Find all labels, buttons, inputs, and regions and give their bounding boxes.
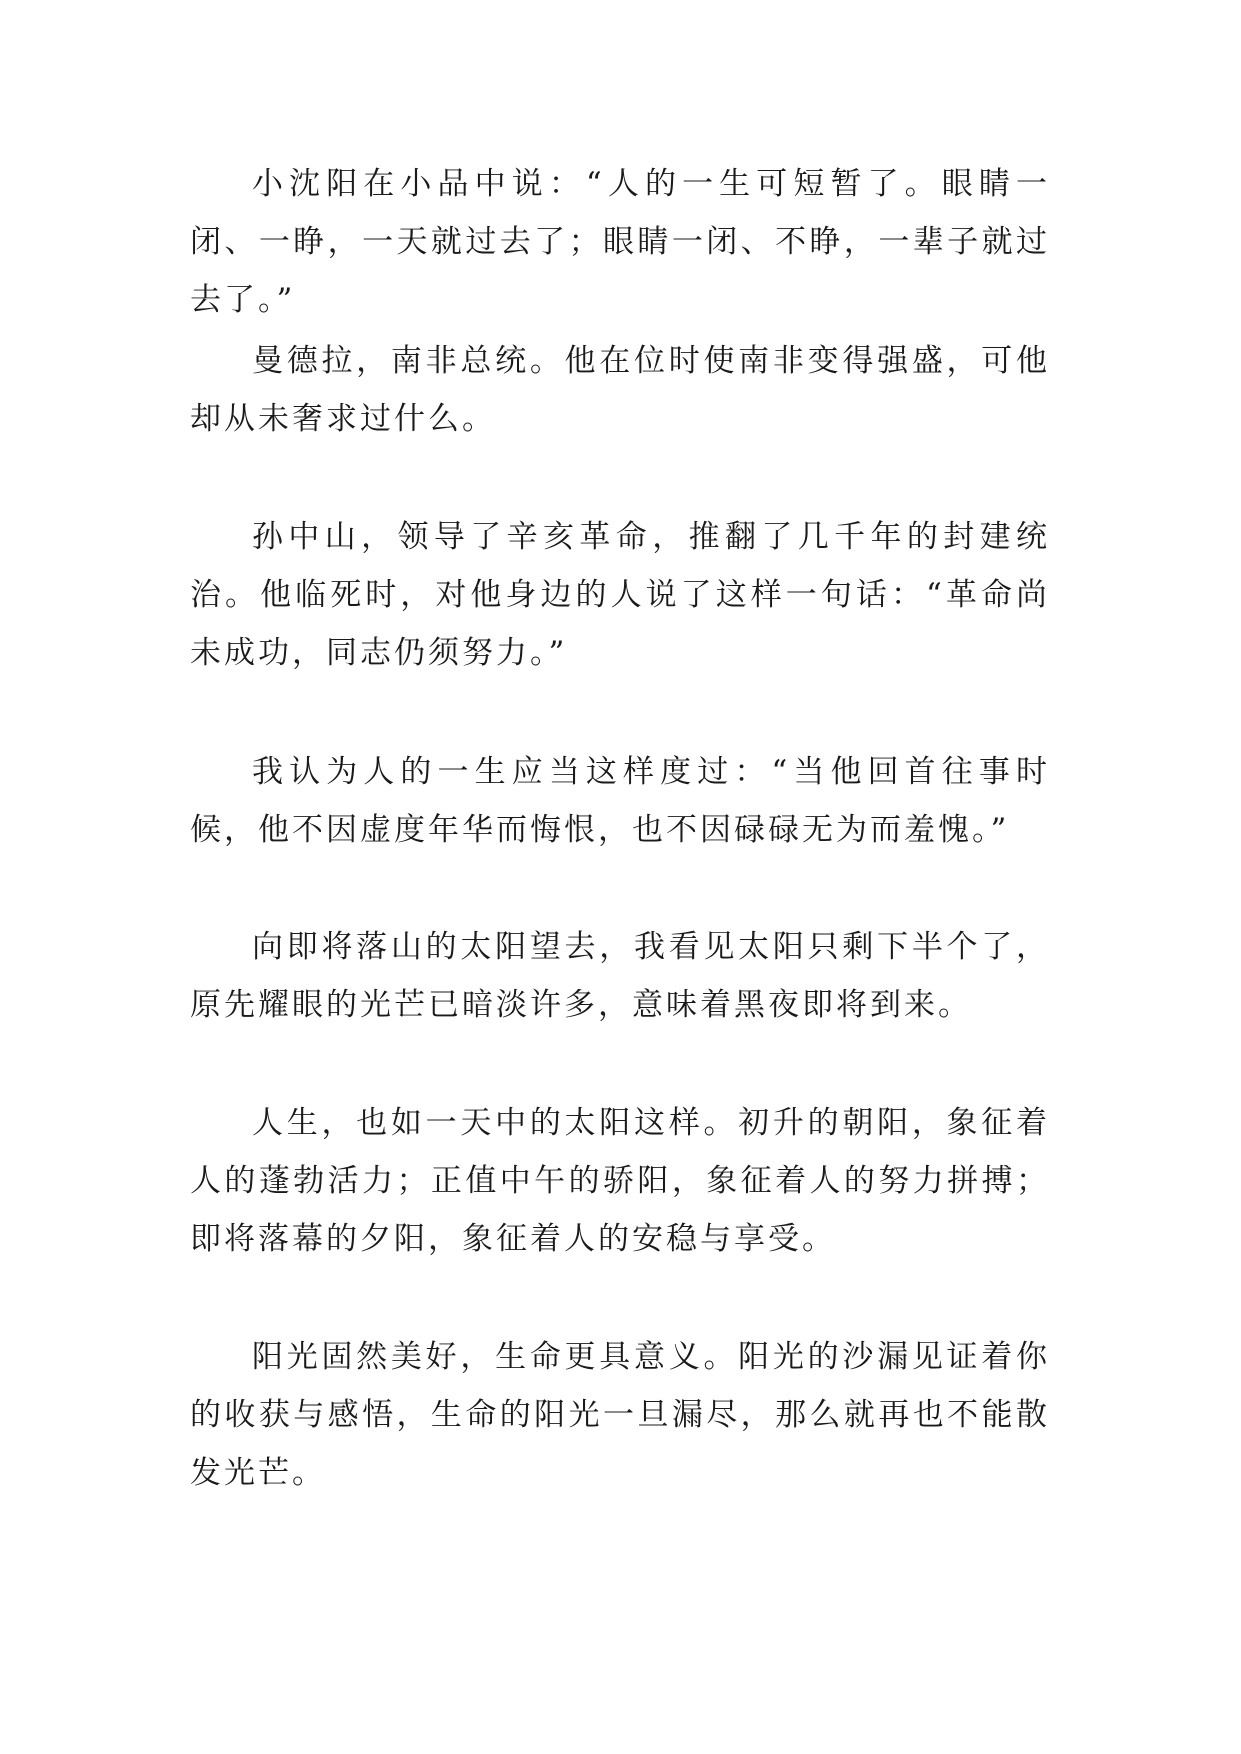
paragraph-4: 我认为人的一生应当这样度过：“当他回首往事时候，他不因虚度年华而悔恨，也不因碌碌无为而羞愧。” [190,754,1050,848]
paragraph-6: 人生，也如一天中的太阳这样。初升的朝阳，象征着人的蓬勃活力；正值中午的骄阳，象征着人的努力拼搏；即将落幕的夕阳，象征着人的安稳与享受。 [190,1105,1050,1257]
paragraph-2: 曼德拉，南非总统。他在位时使南非变得强盛，可他却从未奢求过什么。 [190,343,1050,437]
paragraph-1: 小沈阳在小品中说：“人的一生可短暂了。眼睛一闭、一睁，一天就过去了；眼睛一闭、不睁，一辈子就过去了。” [190,166,1050,318]
paragraph-3: 孙中山，领导了辛亥革命，推翻了几千年的封建统治。他临死时，对他身边的人说了这样一句话：“革命尚未成功，同志仍须努力。” [190,519,1050,671]
paragraph-7: 阳光固然美好，生命更具意义。阳光的沙漏见证着你的收获与感悟，生命的阳光一旦漏尽，那么就再也不能散发光芒。 [190,1339,1050,1491]
paragraph-5: 向即将落山的太阳望去，我看见太阳只剩下半个了，原先耀眼的光芒已暗淡许多，意味着黑夜即将到来。 [190,929,1050,1023]
